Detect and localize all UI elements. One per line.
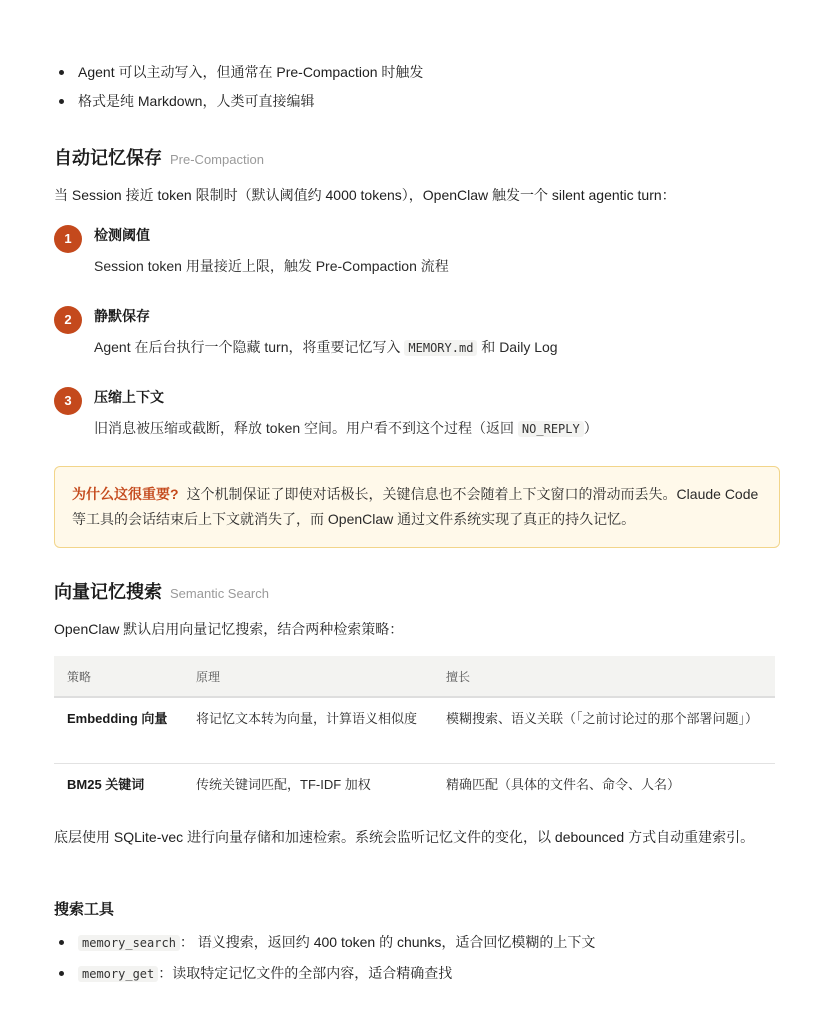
bullet-icon: [59, 940, 64, 945]
callout-heading: 为什么这很重要?: [72, 486, 179, 502]
list-item: memory_search ： 语义搜索，返回约 400 token 的 chunks，适合回忆模糊的上下文: [54, 932, 595, 953]
strategy-table: [54, 656, 775, 807]
step-title: 静默保存: [94, 308, 150, 324]
column-header: 原理: [183, 656, 433, 697]
table-cell: 传统关键词匹配，TF-IDF 加权: [196, 777, 371, 792]
table-row: [54, 764, 775, 808]
table-cell: 模糊搜索、语义关联（「之前讨论过的那个部署问题」）: [433, 697, 775, 764]
section-heading-vector-search: 向量记忆搜索 Semantic Search: [54, 582, 269, 602]
step-number-badge: 1: [54, 225, 82, 253]
step-description: Agent 在后台执行一个隐藏 turn，将重要记忆写入 MEMORY.md 和 Daily Log: [94, 339, 558, 355]
section-intro: OpenClaw 默认启用向量记忆搜索，结合两种检索策略：: [54, 621, 404, 637]
table-header-row: [54, 656, 775, 697]
table-cell: 精确匹配（具体的文件名、命令、人名）: [446, 777, 681, 792]
code-memory-get: memory_get: [78, 966, 158, 982]
step-title: 检测阈值: [94, 227, 150, 243]
search-tools-list: [54, 932, 595, 984]
table-cell: Embedding 向量: [54, 697, 183, 764]
search-tools-heading: 搜索工具: [54, 901, 115, 918]
step-description: Session token 用量接近上限，触发 Pre-Compaction 流程: [94, 258, 449, 274]
bullet-icon: [59, 99, 64, 104]
table-cell: BM25 关键词: [67, 777, 145, 792]
table-cell: 将记忆文本转为向量，计算语义相似度: [183, 697, 433, 764]
bullet-icon: [59, 70, 64, 75]
section-heading-auto-save: 自动记忆保存 Pre-Compaction: [54, 148, 264, 168]
list-item: memory_get ：读取特定记忆文件的全部内容，适合精确查找: [54, 963, 595, 984]
feature-list: [54, 62, 423, 120]
step-number-badge: 3: [54, 387, 82, 415]
list-item: 格式是纯 Markdown，人类可直接编辑: [54, 91, 423, 111]
step-description: 旧消息被压缩或截断，释放 token 空间。用户看不到这个过程（返回 NO_REPLY ）: [94, 420, 598, 436]
step-title: 压缩上下文: [94, 389, 164, 405]
code-memory-search: memory_search: [78, 935, 180, 951]
importance-callout: [54, 466, 780, 548]
section-intro: 当 Session 接近 token 限制时（默认阈值约 4000 tokens），OpenClaw 触发一个 silent agentic turn：: [54, 187, 676, 203]
list-item: Agent 可以主动写入，但通常在 Pre-Compaction 时触发: [54, 62, 423, 82]
column-header: 策略: [54, 656, 183, 697]
column-header: 擅长: [433, 656, 775, 697]
code-no-reply: NO_REPLY: [518, 421, 584, 437]
callout-text: 这个机制保证了即使对话极长，关键信息也不会随着上下文窗口的滑动而丢失。Claude Code 等工具的会话结束后上下文就消失了，而 OpenClaw 通过文件系统实现了真正的持久记忆。: [72, 486, 759, 527]
table-row: [54, 697, 775, 764]
step-number-badge: 2: [54, 306, 82, 334]
index-description: 底层使用 SQLite-vec 进行向量存储和加速检索。系统会监听记忆文件的变化，以 debounced 方式自动重建索引。: [54, 829, 755, 845]
code-memory-file: MEMORY.md: [404, 340, 477, 356]
bullet-icon: [59, 971, 64, 976]
